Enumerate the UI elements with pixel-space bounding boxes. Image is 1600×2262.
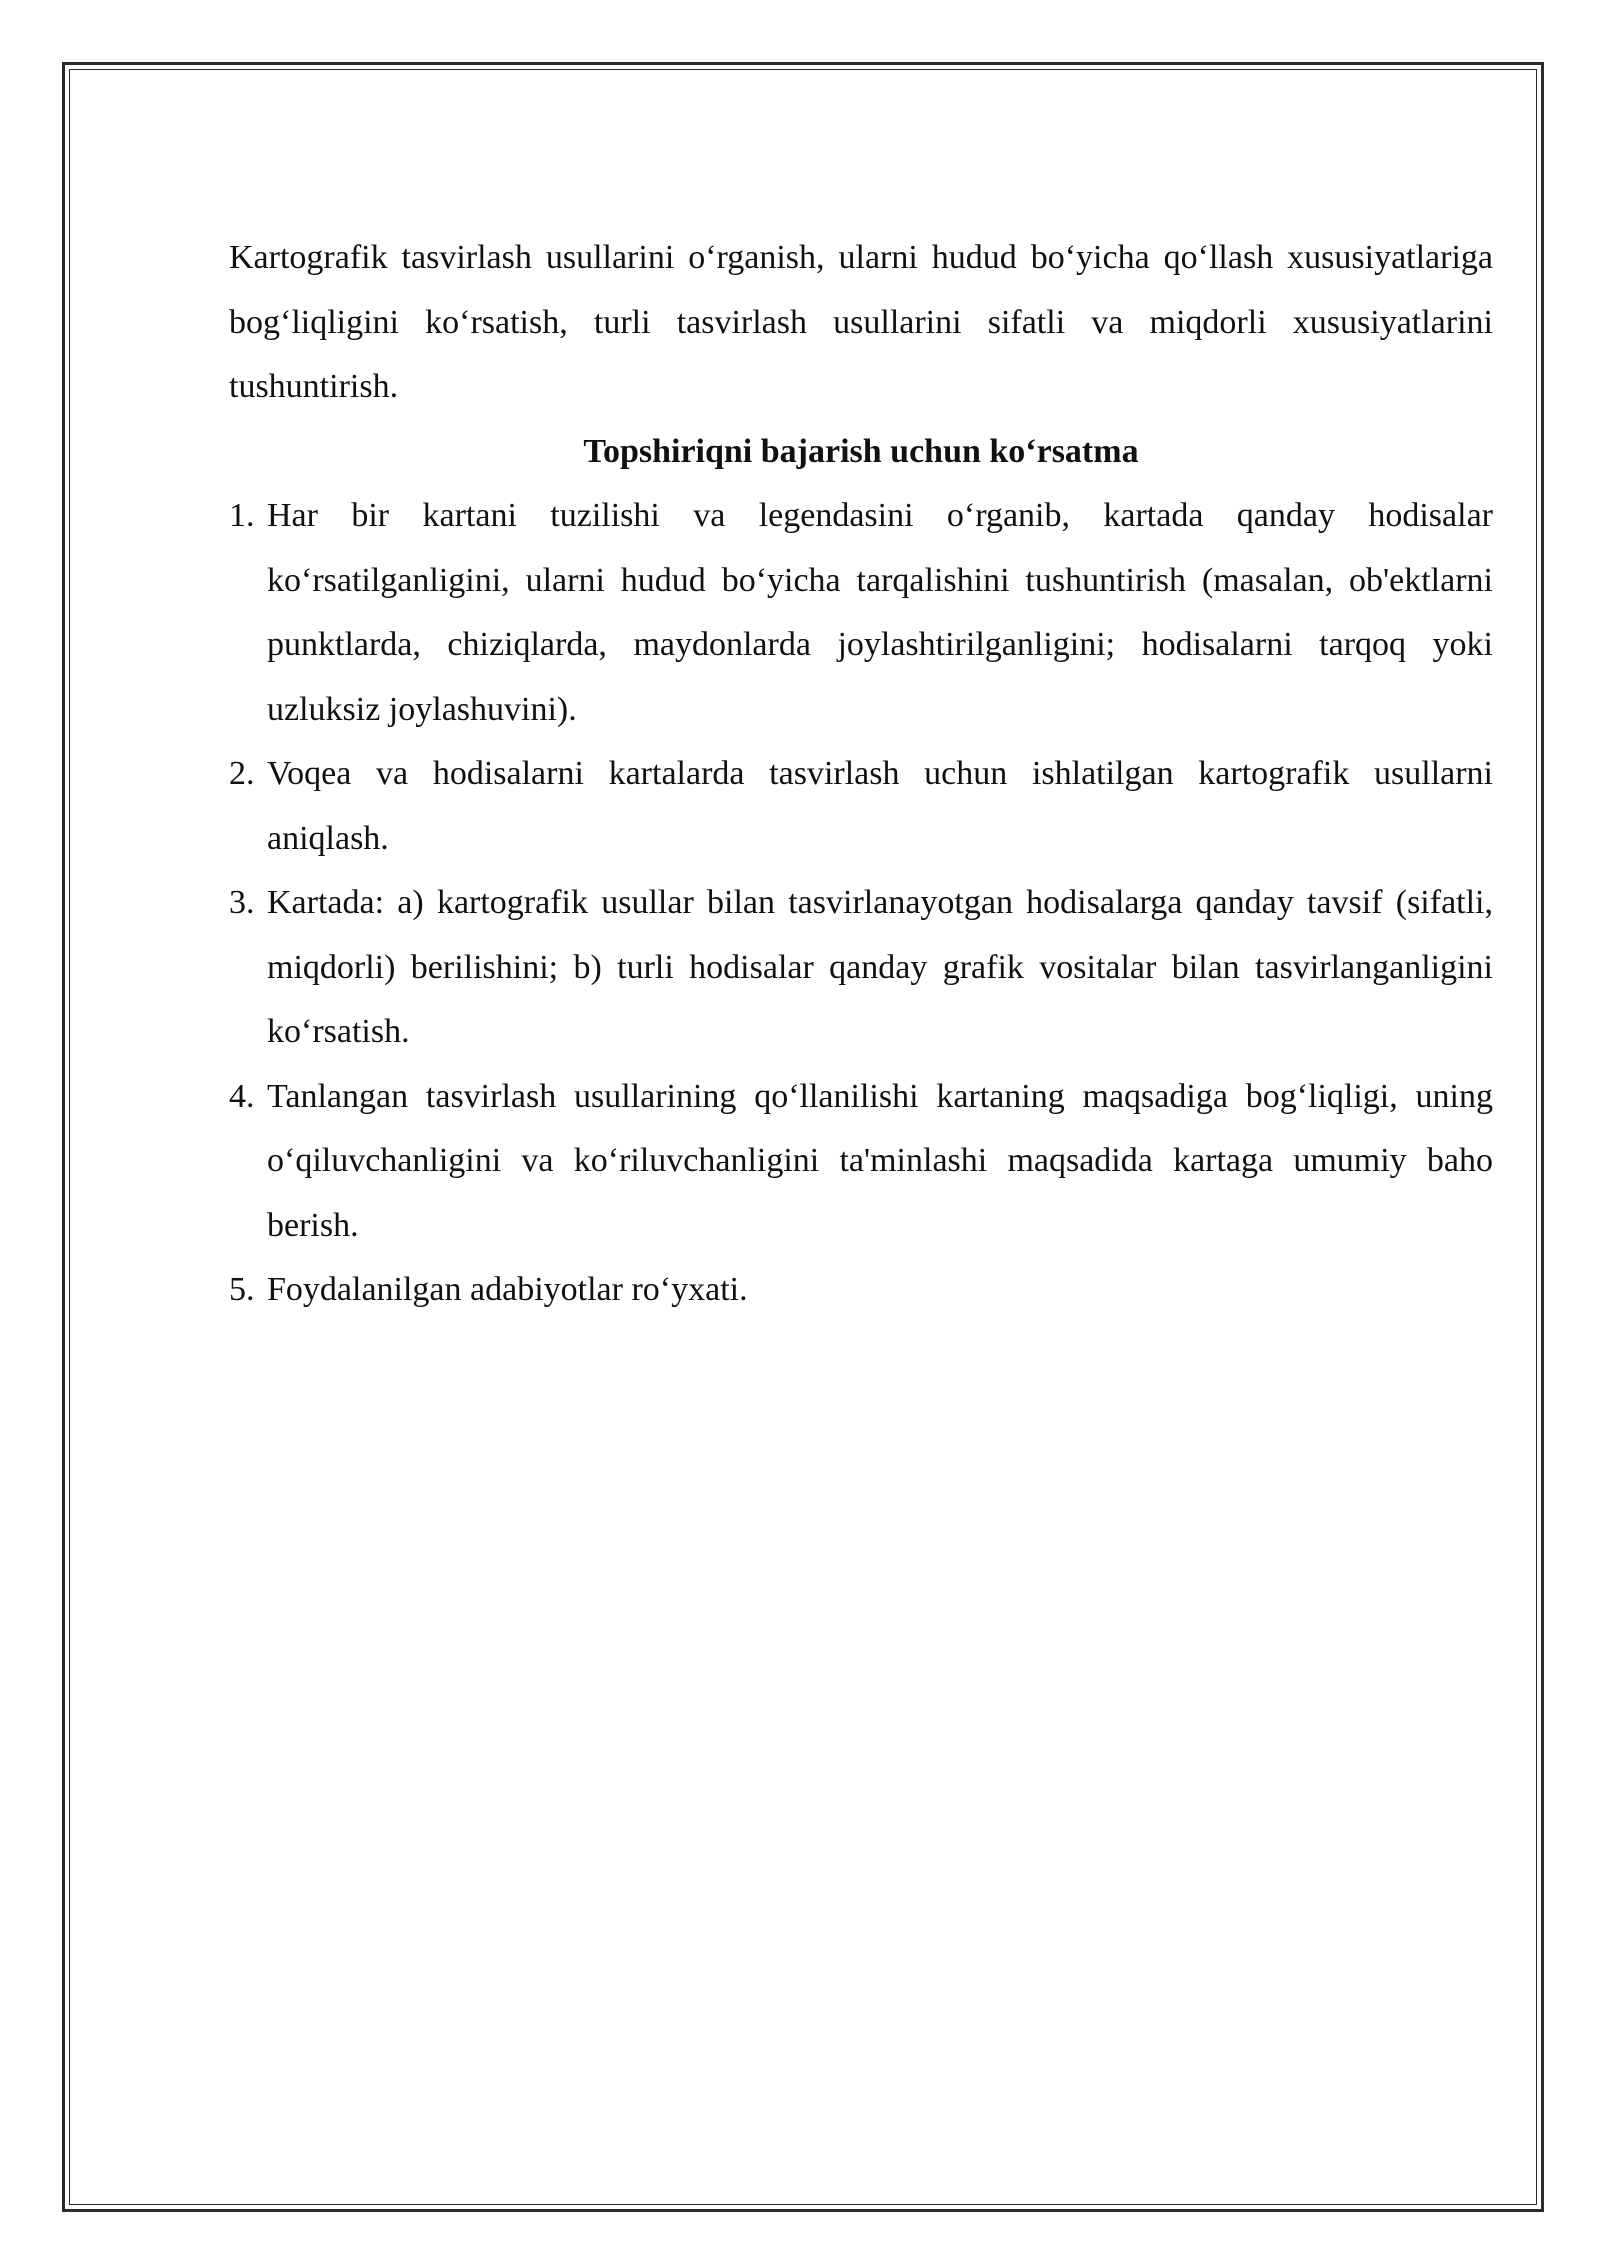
list-item-text: Har bir kartani tuzilishi va legendasini o‘rganib, kartada qanday hodisalar ko‘rsatilganligini, ularni hudud bo‘yicha tarqalishini tushuntirish (masalan, ob'ektlarni punktlarda, chiziqlarda, maydonlarda joylashtirilganligini; hodisalarni tarqoq yoki uzluksiz joylashuvini). xyxy=(267,497,1493,728)
list-item-text: Tanlangan tasvirlash usullarining qo‘llanilishi kartaning maqsadiga bog‘liqligi, uning o‘qiluvchanligini va ko‘riluvchanligini ta'minlashi maqsadida kartaga umumiy baho berish. xyxy=(267,1077,1493,1244)
instruction-list xyxy=(229,484,1493,1323)
list-item-number: 4. xyxy=(229,1077,255,1115)
intro-paragraph: Kartografik tasvirlash usullarini o‘rganish, ularni hudud bo‘yicha qo‘llash xususiyatlariga bog‘liqligini ko‘rsatish, turli tasvirlash usullarini sifatli va miqdorli xususiyatlarini tushuntirish. xyxy=(229,239,1493,405)
list-item xyxy=(229,742,1493,871)
list-item-text: Voqea va hodisalarni kartalarda tasvirlash uchun ishlatilgan kartografik usullarni aniqlash. xyxy=(267,755,1493,857)
section-heading: Topshiriqni bajarish uchun ko‘rsatma xyxy=(583,432,1139,470)
list-item xyxy=(229,1258,1493,1323)
list-item xyxy=(229,871,1493,1065)
list-item-number: 1. xyxy=(229,497,255,534)
list-item xyxy=(229,1065,1493,1259)
list-item-number: 5. xyxy=(229,1271,255,1308)
list-item-number: 3. xyxy=(229,884,255,921)
list-item-text: Foydalanilgan adabiyotlar ro‘yxati. xyxy=(267,1271,748,1308)
document-body xyxy=(229,226,1493,1323)
list-item-number: 2. xyxy=(229,755,255,792)
list-item-text: Kartada: a) kartografik usullar bilan tasvirlanayotgan hodisalarga qanday tavsif (sifatli, miqdorli) berilishini; b) turli hodisalar qanday grafik vositalar bilan tasvirlanganligini ko‘rsatish. xyxy=(267,884,1493,1050)
list-item xyxy=(229,484,1493,742)
